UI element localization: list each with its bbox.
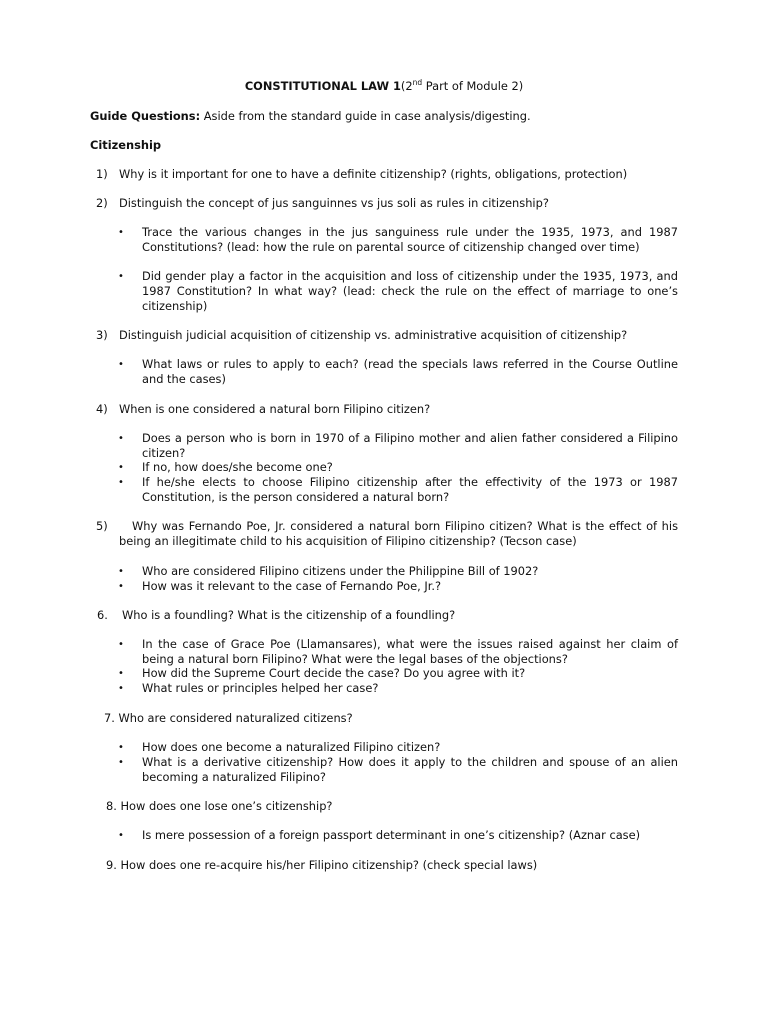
bullet-icon: • xyxy=(118,227,124,238)
question-text: Distinguish judicial acquisition of citizenship vs. administrative acquisition of citizenship? xyxy=(119,328,628,342)
title-part-a: (2 xyxy=(400,79,413,93)
bullet-icon: • xyxy=(118,462,124,473)
guide-label: Guide Questions: xyxy=(90,109,201,123)
bullet-text: What is a derivative citizenship? How does it apply to the children and spouse of an alien becoming a naturalized Filipino? xyxy=(142,755,678,784)
question-text-line-2: being an illegitimate child to his acquisition of Filipino citizenship? (Tecson case) xyxy=(119,534,577,548)
question-text: Who is a foundling? What is the citizenship of a foundling? xyxy=(122,608,456,622)
bullet-icon: • xyxy=(118,271,124,282)
question-number: 3) xyxy=(96,328,108,342)
bullet-icon: • xyxy=(118,668,124,679)
page-title xyxy=(0,79,768,94)
question-text: When is one considered a natural born Filipino citizen? xyxy=(119,402,431,416)
bullet-icon: • xyxy=(118,639,124,650)
section-heading: Citizenship xyxy=(90,138,162,152)
title-superscript: nd xyxy=(412,78,423,88)
bullet-text: What rules or principles helped her case? xyxy=(142,681,379,695)
bullet-icon: • xyxy=(118,566,124,577)
bullet-icon: • xyxy=(118,359,124,370)
bullet-text: Who are considered Filipino citizens under the Philippine Bill of 1902? xyxy=(142,564,539,578)
question-number: 2) xyxy=(96,196,108,210)
bullet-icon: • xyxy=(118,433,124,444)
question-7: 7. Who are considered naturalized citizens? xyxy=(104,711,353,725)
bullet-text: If no, how does/she become one? xyxy=(142,460,333,474)
question-number: 5) xyxy=(96,519,108,533)
bullet-text: If he/she elects to choose Filipino citizenship after the effectivity of the 1973 or 1987 Constitution, is the person considered a natural born? xyxy=(142,475,678,504)
question-text: Why is it important for one to have a definite citizenship? (rights, obligations, protection) xyxy=(119,167,628,181)
bullet-icon: • xyxy=(118,683,124,694)
question-text-line-1: Why was Fernando Poe, Jr. considered a natural born Filipino citizen? What is the effect of his xyxy=(132,519,678,533)
bullet-text: Did gender play a factor in the acquisition and loss of citizenship under the 1935, 1973, and 1987 Constitution? In what way? (lead: check the rule on the effect of marriage to one’s citizenship) xyxy=(142,269,678,313)
guide-text: Aside from the standard guide in case analysis/digesting. xyxy=(200,109,531,123)
bullet-icon: • xyxy=(118,581,124,592)
question-9: 9. How does one re-acquire his/her Filipino citizenship? (check special laws) xyxy=(106,858,538,872)
question-text: Distinguish the concept of jus sanguinnes vs jus soli as rules in citizenship? xyxy=(119,196,549,210)
bullet-icon: • xyxy=(118,742,124,753)
title-part-b: Part of Module 2) xyxy=(422,79,524,93)
bullet-text: How was it relevant to the case of Fernando Poe, Jr.? xyxy=(142,579,441,593)
bullet-icon: • xyxy=(118,477,124,488)
bullet-text: Is mere possession of a foreign passport determinant in one’s citizenship? (Aznar case) xyxy=(142,828,641,842)
bullet-text: How does one become a naturalized Filipino citizen? xyxy=(142,740,441,754)
bullet-icon: • xyxy=(118,757,124,768)
guide-questions xyxy=(90,109,531,124)
bullet-icon: • xyxy=(118,830,124,841)
question-number: 4) xyxy=(96,402,108,416)
bullet-text: Trace the various changes in the jus sanguiness rule under the 1935, 1973, and 1987 Constitutions? (lead: how the rule on parental source of citizenship changed over time) xyxy=(142,225,678,254)
bullet-text: What laws or rules to apply to each? (read the specials laws referred in the Course Outline and the cases) xyxy=(142,357,678,386)
question-8: 8. How does one lose one’s citizenship? xyxy=(106,799,333,813)
bullet-text: How did the Supreme Court decide the case? Do you agree with it? xyxy=(142,666,526,680)
question-number: 6. xyxy=(97,608,108,622)
bullet-text: Does a person who is born in 1970 of a Filipino mother and alien father considered a Filipino citizen? xyxy=(142,431,678,460)
question-number: 1) xyxy=(96,167,108,181)
bullet-text: In the case of Grace Poe (Llamansares), what were the issues raised against her claim of being a natural born Filipino? What were the legal bases of the objections? xyxy=(142,637,678,666)
title-bold: CONSTITUTIONAL LAW 1 xyxy=(244,79,401,93)
